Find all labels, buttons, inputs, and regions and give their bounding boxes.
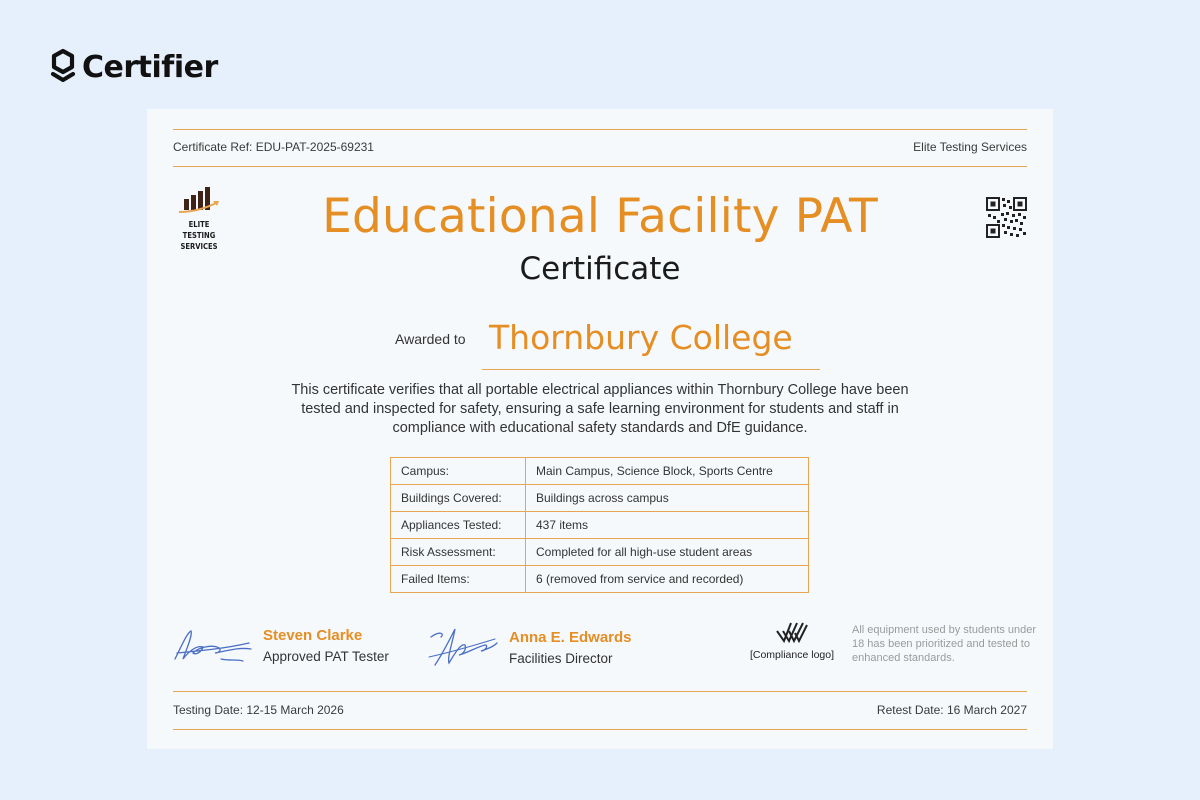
recipient-name: Thornbury College bbox=[489, 318, 793, 357]
signatory-block bbox=[171, 623, 389, 667]
detail-value: 437 items bbox=[526, 512, 809, 539]
top-rule bbox=[173, 129, 1027, 130]
certificate bbox=[147, 109, 1053, 749]
detail-label: Buildings Covered: bbox=[391, 485, 526, 512]
certificate-footer-row bbox=[173, 703, 1027, 717]
signatory-block bbox=[425, 623, 632, 671]
table-row bbox=[391, 458, 809, 485]
compliance-logo-label: [Compliance logo] bbox=[749, 649, 835, 661]
detail-label: Risk Assessment: bbox=[391, 539, 526, 566]
certifier-shield-icon bbox=[50, 48, 76, 86]
table-row bbox=[391, 539, 809, 566]
compliance-logo bbox=[749, 621, 835, 661]
signatory-name: Anna E. Edwards bbox=[509, 628, 632, 646]
recipient-underline bbox=[482, 369, 820, 370]
certifier-brand bbox=[50, 48, 218, 86]
awarded-label: Awarded to bbox=[395, 331, 466, 347]
detail-value: Buildings across campus bbox=[526, 485, 809, 512]
certificate-description: This certificate verifies that all portable electrical appliances within Thornbury College have been tested and inspected for safety, ensuring a safe learning environment for students and staff in compliance with educational safety standards and DfE guidance. bbox=[291, 382, 909, 436]
bottom-rule bbox=[173, 729, 1027, 730]
signatory-role: Approved PAT Tester bbox=[263, 648, 389, 664]
testing-date: Testing Date: 12-15 March 2026 bbox=[173, 703, 344, 717]
footer-rule bbox=[173, 691, 1027, 692]
anna-edwards-signature bbox=[425, 623, 501, 671]
signatory-role: Facilities Director bbox=[509, 650, 613, 666]
header-rule bbox=[173, 166, 1027, 167]
detail-label: Failed Items: bbox=[391, 566, 526, 593]
certificate-ref: Certificate Ref: EDU-PAT-2025-69231 bbox=[173, 140, 374, 154]
table-row bbox=[391, 566, 809, 593]
detail-value: Main Campus, Science Block, Sports Centre bbox=[526, 458, 809, 485]
detail-value: Completed for all high-use student areas bbox=[526, 539, 809, 566]
signatory-name: Steven Clarke bbox=[263, 626, 363, 644]
detail-label: Appliances Tested: bbox=[391, 512, 526, 539]
certificate-header-row bbox=[173, 140, 1027, 154]
table-row bbox=[391, 485, 809, 512]
steven-clarke-signature bbox=[171, 623, 255, 667]
detail-label: Campus: bbox=[391, 458, 526, 485]
detail-value: 6 (removed from service and recorded) bbox=[526, 566, 809, 593]
certificate-title: Educational Facility PAT bbox=[322, 189, 878, 244]
brand-name: Certifier bbox=[82, 49, 218, 85]
issuer-logo-line-2: SERVICES bbox=[180, 242, 218, 251]
issuer-name: Elite Testing Services bbox=[913, 140, 1027, 154]
certificate-subtitle: Certificate bbox=[519, 251, 681, 287]
details-table bbox=[390, 457, 809, 593]
issuer-logo-line-1: ELITE TESTING bbox=[182, 220, 216, 240]
compliance-check-logo bbox=[775, 621, 809, 643]
retest-date: Retest Date: 16 March 2027 bbox=[876, 703, 1027, 717]
table-row bbox=[391, 512, 809, 539]
compliance-note: All equipment used by students under 18 has been prioritized and tested to enhanced standards. bbox=[852, 624, 1037, 664]
